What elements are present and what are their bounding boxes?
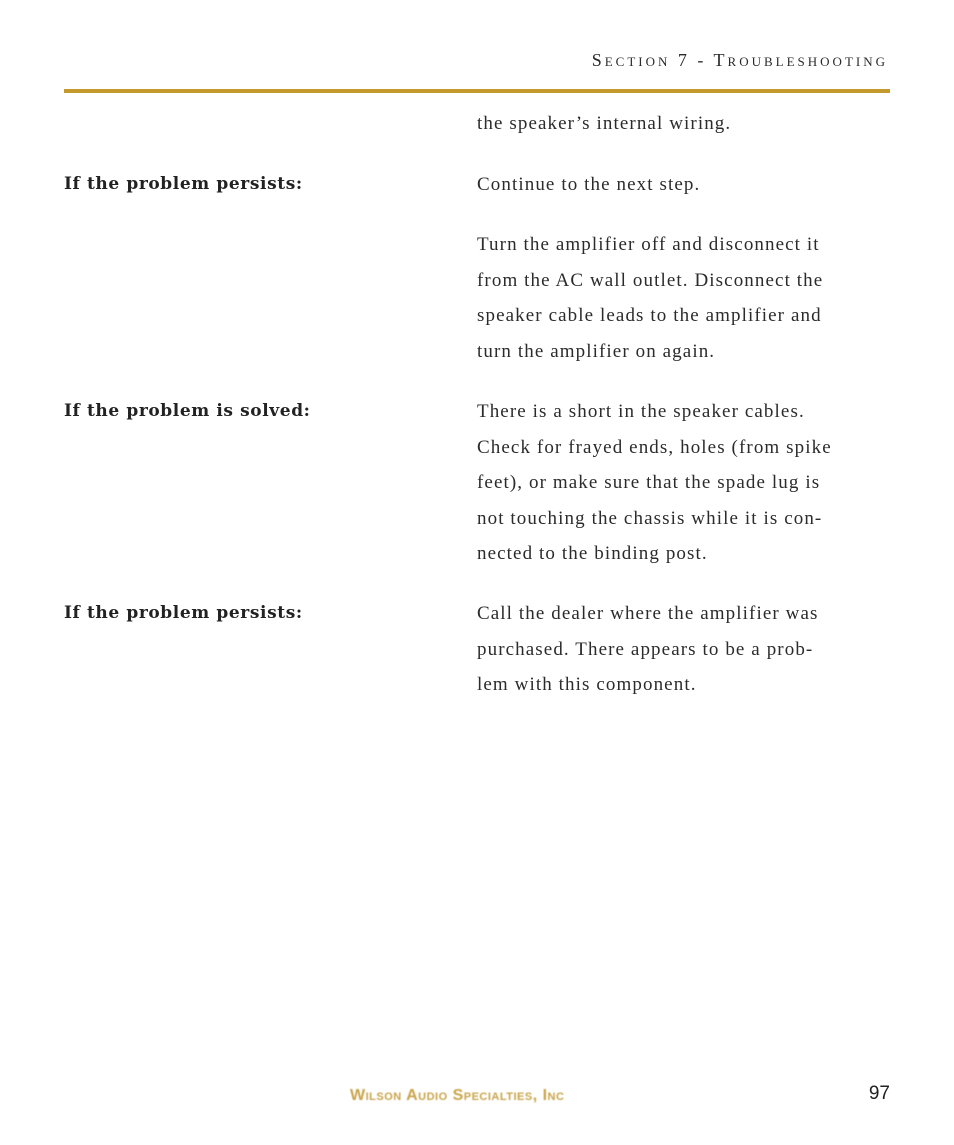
instruction-text: There is a short in the speaker cables. Check for frayed ends, holes (from spike feet), or make sure that the spade lug is not touching the chassis while it is con- nected to the binding post. <box>477 401 832 564</box>
condition-label: If the problem persists: <box>64 174 303 194</box>
company-logo-text: Wilson Audio Specialties, Inc <box>350 1087 565 1104</box>
instruction-text: Call the dealer where the amplifier was purchased. There appears to be a prob- lem with this component. <box>477 603 819 695</box>
instruction-text: Continue to the next step. <box>477 174 701 195</box>
instruction-text: the speaker’s internal wiring. <box>477 113 732 134</box>
instruction-text: Turn the amplifier off and disconnect it from the AC wall outlet. Disconnect the speaker cable leads to the amplifier and turn the amplifier on again. <box>477 234 824 362</box>
section-header: Section 7 - Troubleshooting <box>591 50 888 70</box>
condition-label: If the problem persists: <box>64 603 303 623</box>
condition-label: If the problem is solved: <box>64 401 311 421</box>
header-rule <box>64 89 890 93</box>
page-number: 97 <box>868 1083 890 1104</box>
